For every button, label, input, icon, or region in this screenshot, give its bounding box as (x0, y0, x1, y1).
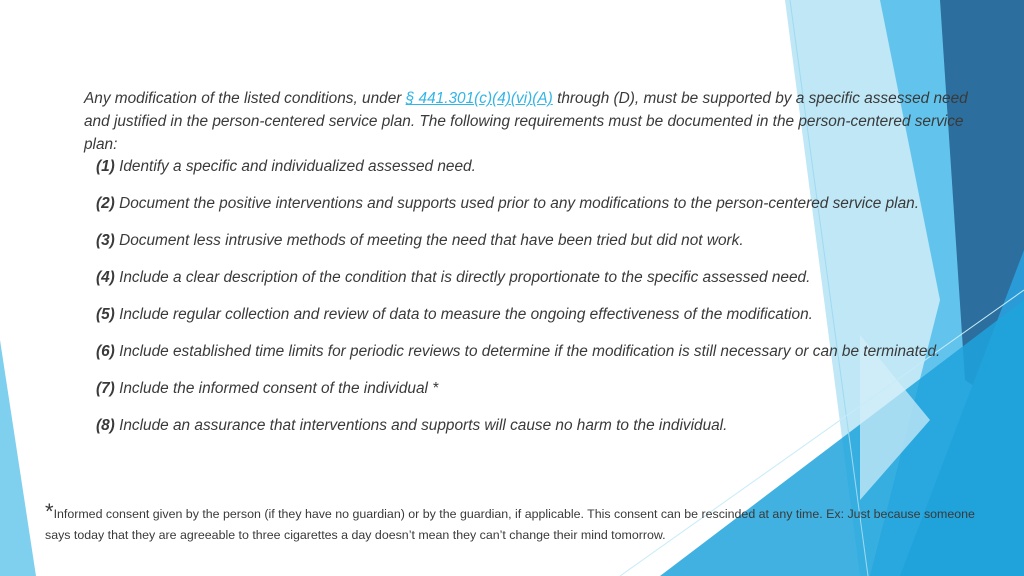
requirement-number: (3) (96, 232, 115, 249)
requirement-item (96, 155, 986, 178)
requirement-item (96, 414, 986, 437)
requirement-text: Include the informed consent of the individual * (114, 380, 439, 397)
requirement-number: (5) (96, 306, 115, 323)
requirement-number: (4) (96, 269, 115, 286)
requirement-number: (7) (96, 380, 115, 397)
footnote-text: Informed consent given by the person (if they have no guardian) or by the guardian, if applicable. This consent can be rescinded at any time. Ex: Just because someone says today that they are agreeable to three cigarettes a day doesn’t mean they can’t change their mind tomorrow. (45, 507, 975, 543)
requirement-text: Include regular collection and review of data to measure the ongoing effectiveness of the modification. (114, 306, 813, 323)
requirement-item (96, 229, 986, 252)
requirement-number: (2) (96, 195, 115, 212)
intro-paragraph (84, 87, 989, 156)
requirement-text: Include an assurance that interventions and supports will cause no harm to the individual. (114, 417, 728, 434)
requirement-text: Document the positive interventions and supports used prior to any modifications to the person-centered service plan. (114, 195, 919, 212)
requirement-number: (1) (96, 158, 115, 175)
intro-text-end: through (D), must be supported by a specific assessed need and justified in the person-centered service plan. The following requirements must be documented in the person-centered service plan: (84, 90, 968, 154)
regulation-link[interactable]: § 441.301(c)(4)(vi)(A) (405, 90, 553, 108)
requirement-text: Identify a specific and individualized assessed need. (114, 158, 476, 175)
requirement-item (96, 340, 986, 363)
requirement-text: Include a clear description of the condition that is directly proportionate to the specific assessed need. (114, 269, 811, 286)
requirement-number: (6) (96, 343, 115, 360)
requirement-text: Document less intrusive methods of meeting the need that have been tried but did not work. (114, 232, 744, 249)
intro-text-start: Any modification of the listed conditions, under (84, 90, 406, 108)
requirement-item (96, 266, 986, 289)
requirement-item (96, 192, 986, 215)
requirement-text: Include established time limits for periodic reviews to determine if the modification is still necessary or can be terminated. (114, 343, 941, 360)
footnote-marker: * (45, 499, 54, 525)
requirements-list (96, 155, 986, 451)
requirement-item (96, 377, 986, 400)
requirement-number: (8) (96, 417, 115, 434)
footnote (45, 499, 975, 546)
requirement-item (96, 303, 986, 326)
